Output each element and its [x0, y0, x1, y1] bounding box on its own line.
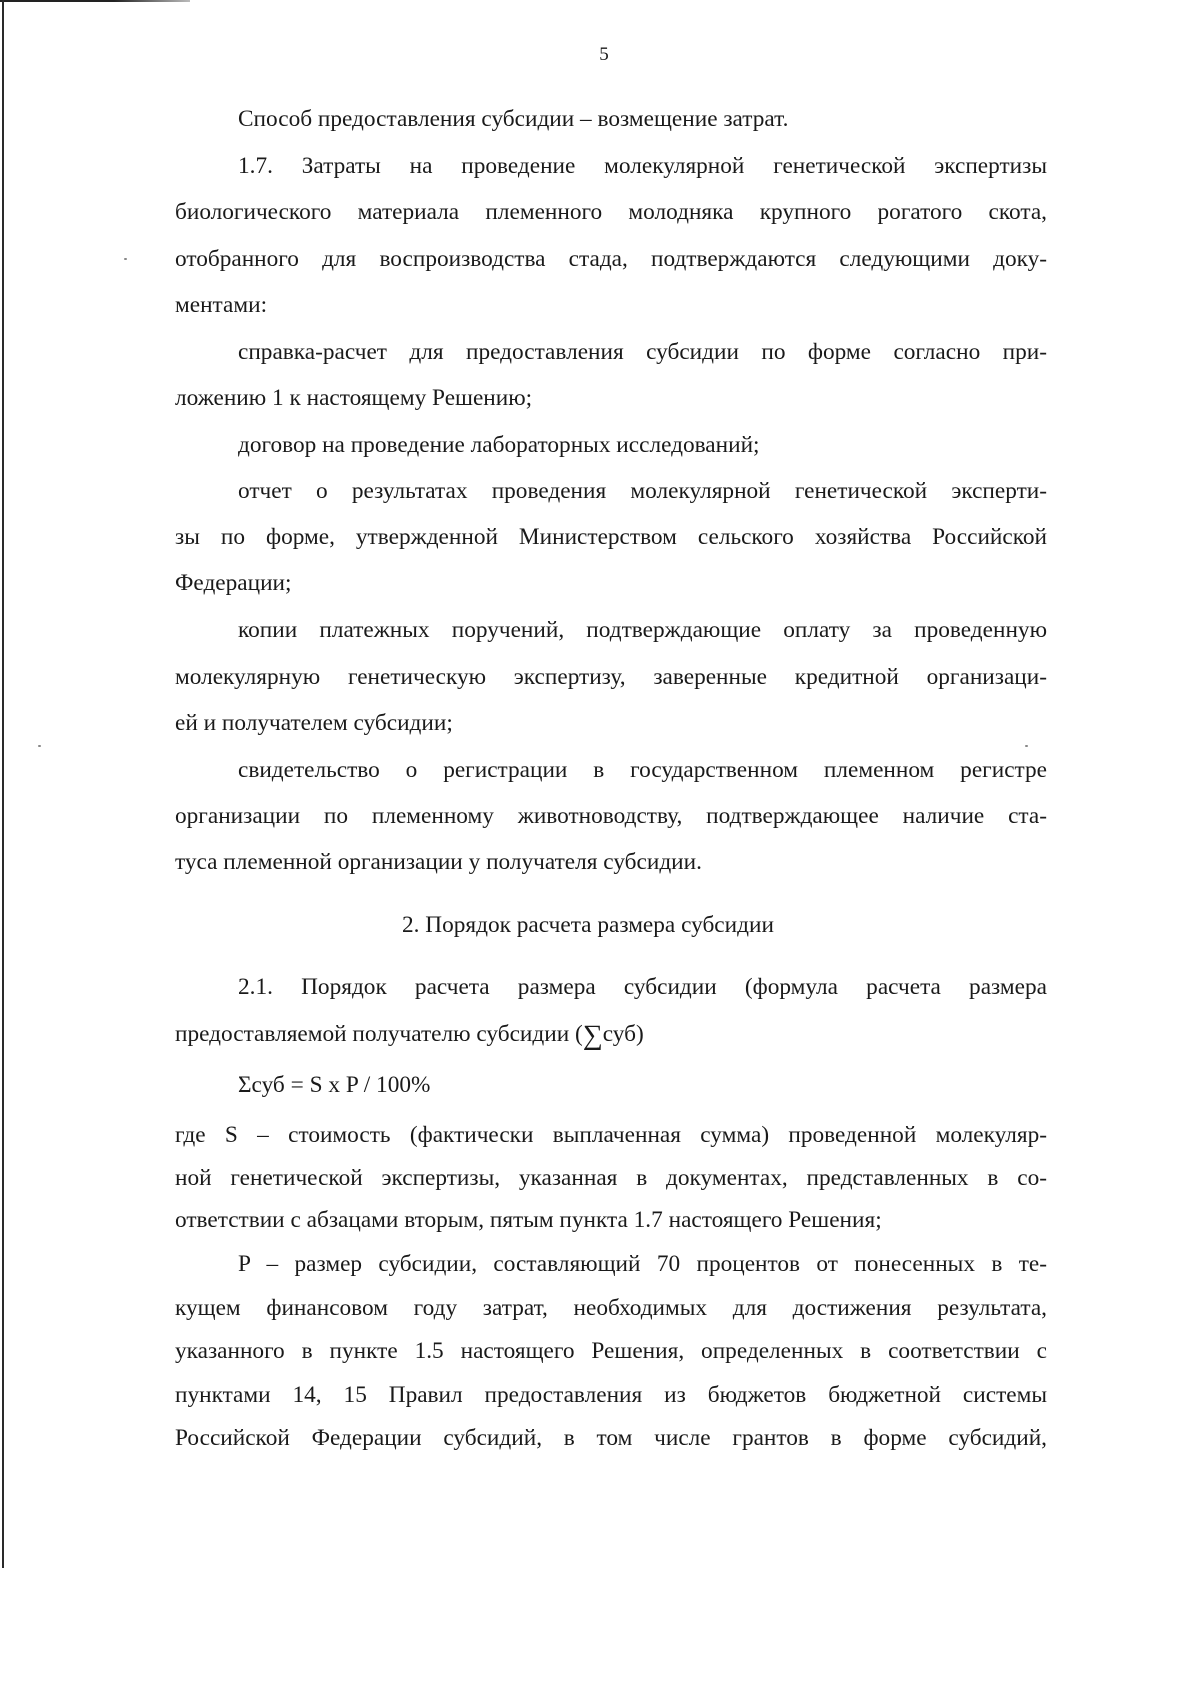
paragraph-line: 1.7. Затраты на проведение молекулярной генетической экспертизы: [238, 153, 1047, 179]
paragraph-line: справка-расчет для предоставления субсидии по форме согласно при-: [238, 339, 1047, 365]
scan-speck: [1025, 745, 1028, 747]
paragraph-line: отобранного для воспроизводства стада, подтверждаются следующими доку-: [175, 246, 1047, 272]
paragraph-line: ложению 1 к настоящему Решению;: [175, 385, 533, 411]
sum-symbol: ∑: [582, 1020, 603, 1051]
paragraph-line: договор на проведение лабораторных исследований;: [238, 432, 760, 458]
paragraph-line: Федерации;: [175, 570, 292, 596]
paragraph-line: свидетельство о регистрации в государственном племенном регистре: [238, 757, 1047, 783]
paragraph-line: ответствии с абзацами вторым, пятым пункта 1.7 настоящего Решения;: [175, 1207, 882, 1233]
formula-intro-end: суб): [602, 1021, 644, 1047]
scan-edge-left: [2, 0, 4, 1568]
paragraph-line: копии платежных поручений, подтверждающие оплату за проведенную: [238, 617, 1047, 643]
scan-speck: [38, 745, 41, 747]
scan-speck: [124, 258, 127, 260]
scan-edge-top: [0, 0, 190, 2]
paragraph-line: молекулярную генетическую экспертизу, заверенные кредитной организаци-: [175, 664, 1047, 690]
paragraph-line: организации по племенному животноводству, подтверждающее наличие ста-: [175, 803, 1047, 829]
paragraph-line: биологического материала племенного молодняка крупного рогатого скота,: [175, 199, 1047, 225]
paragraph-line: [175, 1019, 1047, 1051]
paragraph-line: ей и получателем субсидии;: [175, 710, 453, 736]
paragraph-line: ментами:: [175, 292, 268, 318]
paragraph-line: 2.1. Порядок расчета размера субсидии (формула расчета размера: [238, 974, 1047, 1000]
paragraph-line: ной генетической экспертизы, указанная в документах, представленных в со-: [175, 1165, 1047, 1191]
paragraph-line: Российской Федерации субсидий, в том числе грантов в форме субсидий,: [175, 1425, 1047, 1451]
page-number: 5: [599, 44, 609, 65]
section-heading: 2. Порядок расчета размера субсидии: [402, 912, 774, 938]
paragraph-line: кущем финансовом году затрат, необходимых для достижения результата,: [175, 1295, 1047, 1321]
paragraph-line: P – размер субсидии, составляющий 70 процентов от понесенных в те-: [238, 1251, 1047, 1277]
paragraph-line: туса племенной организации у получателя субсидии.: [175, 849, 702, 875]
paragraph-line: где S – стоимость (фактически выплаченная сумма) проведенной молекуляр-: [175, 1122, 1047, 1148]
paragraph-line: зы по форме, утвержденной Министерством сельского хозяйства Российской: [175, 524, 1047, 550]
paragraph-line: указанного в пункте 1.5 настоящего Решения, определенных в соответствии с: [175, 1338, 1047, 1364]
formula: Σсуб = S х P / 100%: [238, 1072, 431, 1098]
paragraph-line: отчет о результатах проведения молекулярной генетической эксперти-: [238, 478, 1047, 504]
paragraph-line: Способ предоставления субсидии – возмещение затрат.: [238, 106, 789, 132]
formula-intro: предоставляемой получателю субсидии (: [175, 1021, 583, 1047]
paragraph-line: пунктами 14, 15 Правил предоставления из бюджетов бюджетной системы: [175, 1382, 1047, 1408]
